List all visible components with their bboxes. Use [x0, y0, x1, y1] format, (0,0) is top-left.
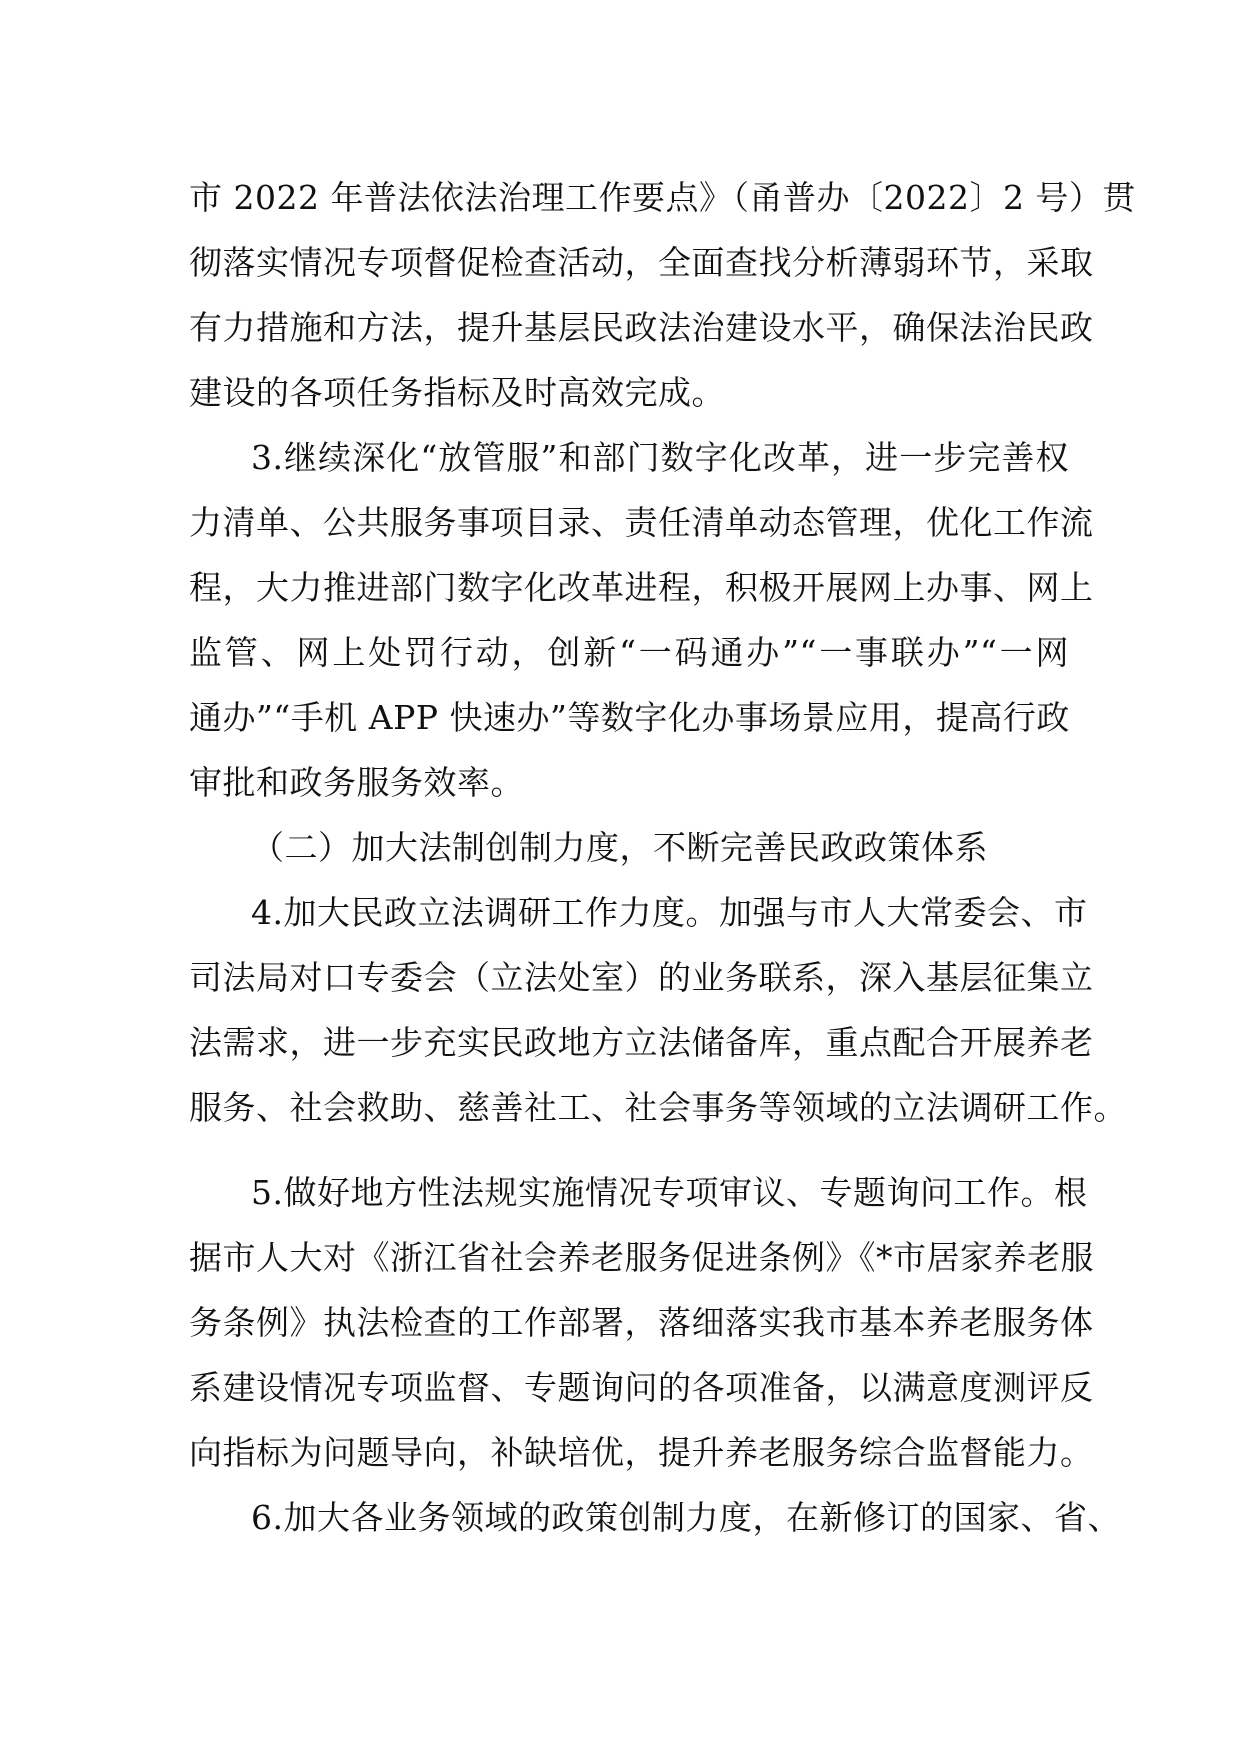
paragraph-line: 4.加大民政立法调研工作力度。加强与市人大常委会、市 — [251, 893, 1088, 932]
paragraph-line: 向指标为问题导向，补缺培优，提升养老服务综合监督能力。 — [189, 1433, 1094, 1472]
paragraph-line: 法需求，进一步充实民政地方立法储备库，重点配合开展养老 — [189, 1023, 1094, 1062]
paragraph-line: 通办”“手机 APP 快速办”等数字化办事场景应用，提高行政 — [189, 698, 1070, 737]
paragraph-line: 力清单、公共服务事项目录、责任清单动态管理，优化工作流 — [189, 503, 1094, 542]
paragraph-line: 服务、社会救助、慈善社工、社会事务等领域的立法调研工作。 — [189, 1088, 1127, 1127]
paragraph-line: 司法局对口专委会（立法处室）的业务联系，深入基层征集立 — [189, 958, 1094, 997]
paragraph-line: 系建设情况专项监督、专题询问的各项准备，以满意度测评反 — [189, 1368, 1094, 1407]
paragraph-line: 市 2022 年普法依法治理工作要点》（甬普办〔2022〕2 号）贯 — [189, 178, 1136, 217]
paragraph-line: 3.继续深化“放管服”和部门数字化改革，进一步完善权 — [251, 438, 1069, 477]
section-heading: （二）加大法制创制力度，不断完善民政政策体系 — [251, 828, 988, 867]
paragraph-line: 监管、网上处罚行动，创新“一码通办”“一事联办”“一网 — [189, 633, 1069, 672]
paragraph-line: 务条例》执法检查的工作部署，落细落实我市基本养老服务体 — [189, 1303, 1094, 1342]
paragraph-line: 建设的各项任务指标及时高效完成。 — [189, 373, 725, 412]
paragraph-line: 程，大力推进部门数字化改革进程，积极开展网上办事、网上 — [189, 568, 1094, 607]
paragraph-line: 彻落实情况专项督促检查活动，全面查找分析薄弱环节，采取 — [189, 243, 1094, 282]
paragraph-line: 5.做好地方性法规实施情况专项审议、专题询问工作。根 — [251, 1173, 1088, 1212]
paragraph-line: 6.加大各业务领域的政策创制力度，在新修订的国家、省、 — [251, 1498, 1121, 1537]
paragraph-line: 审批和政务服务效率。 — [189, 763, 524, 802]
paragraph-line: 有力措施和方法，提升基层民政法治建设水平，确保法治民政 — [189, 308, 1094, 347]
paragraph-line: 据市人大对《浙江省社会养老服务促进条例》《*市居家养老服 — [189, 1238, 1094, 1277]
